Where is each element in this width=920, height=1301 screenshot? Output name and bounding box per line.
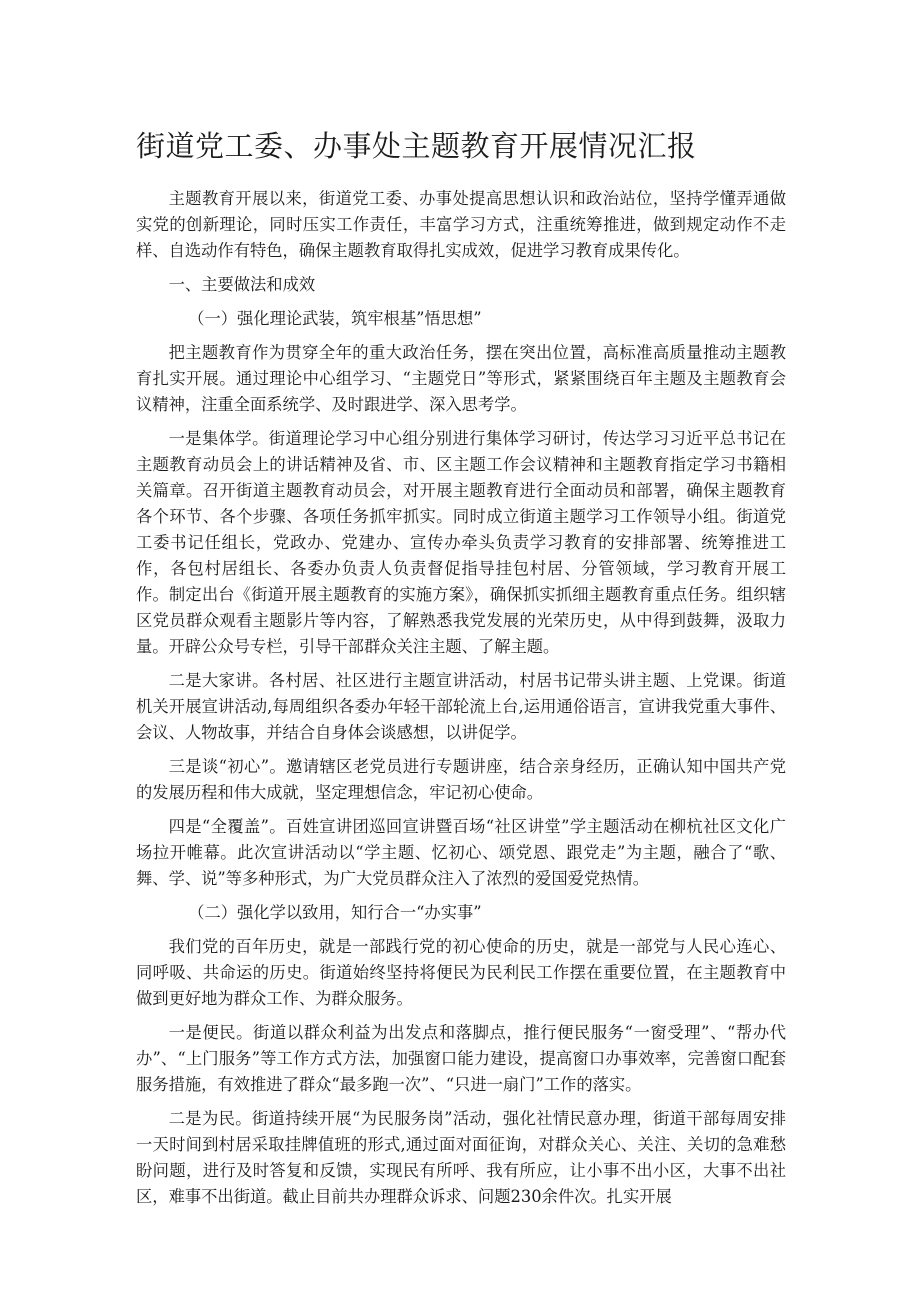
document-page [136, 124, 786, 1210]
paragraph-practice-overview: 我们党的百年历史，就是一部践行党的初心使命的历史，就是一部党与人民心连心、同呼吸、共命运的历史。街道始终坚持将便民为民利民工作摆在重要位置，在主题教育中做到更好地为群众工作、为群众服务。 [136, 937, 786, 1008]
paragraph-convenience: 一是便民。街道以群众利益为出发点和落脚点，推行便民服务“一窗受理”、“帮办代办”、“上门服务”等工作方式方法，加强窗口能力建设，提高窗口办事效率，完善窗口配套服务措施，有效推进了群众“最多跑一次”、“只进一扇门”工作的落实。 [136, 1023, 786, 1094]
paragraph-collective-study: 一是集体学。街道理论学习中心组分别进行集体学习研讨，传达学习习近平总书记在主题教育动员会上的讲话精神及省、市、区主题工作会议精神和主题教育指定学习书籍相关篇章。召开街道主题教育动员会，对开展主题教育进行全面动员和部署，确保主题教育各个环节、各个步骤、各项任务抓牢抓实。同时成立街道主题学习工作领导小组。街道党工委书记任组长，党政办、党建办、宣传办牵头负责学习教育的安排部署、统筹推进工作，各包村居组长、各委办负责人负责督促指导挂包村居、分管领域，学习教育开展工作。制定出台《街道开展主题教育的实施方案》，确保抓实抓细主题教育重点任务。组织辖区党员群众观看主题影片等内容，了解熟悉我党发展的光荣历史，从中得到鼓舞，汲取力量。开辟公众号专栏，引导干部群众关注主题、了解主题。 [136, 429, 786, 656]
subsection-heading-theory: （一）强化理论武装，筑牢根基”悟思想” [188, 309, 482, 328]
paragraph-everyone-speaks: 二是大家讲。各村居、社区进行主题宣讲活动，村居书记带头讲主题、上党课。街道机关开展宣讲活动,每周组织各委办年轻干部轮流上台,运用通俗语言，宣讲我党重大事件、会议、人物故事，并结合自身体会谈感想，以讲促学。 [136, 671, 786, 742]
document-title: 街道党工委、办事处主题教育开展情况汇报 [136, 129, 697, 163]
paragraph-original-intention: 三是谈“初心”。邀请辖区老党员进行专题讲座，结合亲身经历，正确认知中国共产党的发展历程和伟大成就，坚定理想信念，牢记初心使命。 [136, 757, 786, 802]
paragraph-theory-overview: 把主题教育作为贯穿全年的重大政治任务，摆在突出位置，高标准高质量推动主题教育扎实开展。通过理论中心组学习、“主题党日”等形式，紧紧围绕百年主题及主题教育会议精神，注重全面系统学、及时跟进学、深入思考学。 [136, 343, 786, 414]
section-heading-main-practices: 一、主要做法和成效 [168, 275, 316, 294]
intro-paragraph: 主题教育开展以来，街道党工委、办事处提高思想认识和政治站位，坚持学懂弄通做实党的创新理论，同时压实工作责任，丰富学习方式，注重统筹推进，做到规定动作不走样、自选动作有特色，确保主题教育取得扎实成效，促进学习教育成果传化。 [136, 189, 786, 260]
paragraph-full-coverage: 四是“全覆盖”。百姓宣讲团巡回宣讲暨百场“社区讲堂”学主题活动在柳杭社区文化广场拉开帷幕。此次宣讲活动以“学主题、忆初心、颂党恩、跟党走”为主题，融合了“歌、舞、学、说”等多种形式，为广大党员群众注入了浓烈的爱国爱党热情。 [136, 817, 786, 888]
paragraph-serve-people: 二是为民。街道持续开展“为民服务岗”活动，强化社情民意办理，街道干部每周安排一天时间到村居采取挂牌值班的形式,通过面对面征询，对群众关心、关注、关切的急难愁盼问题，进行及时答复和反馈，实现民有所呼、我有所应，让小事不出小区，大事不出社区，难事不出街道。截止目前共办理群众诉求、问题230余件次。扎实开展 [136, 1109, 786, 1206]
subsection-heading-practice: （二）强化学以致用，知行合一“办实事” [188, 903, 482, 922]
